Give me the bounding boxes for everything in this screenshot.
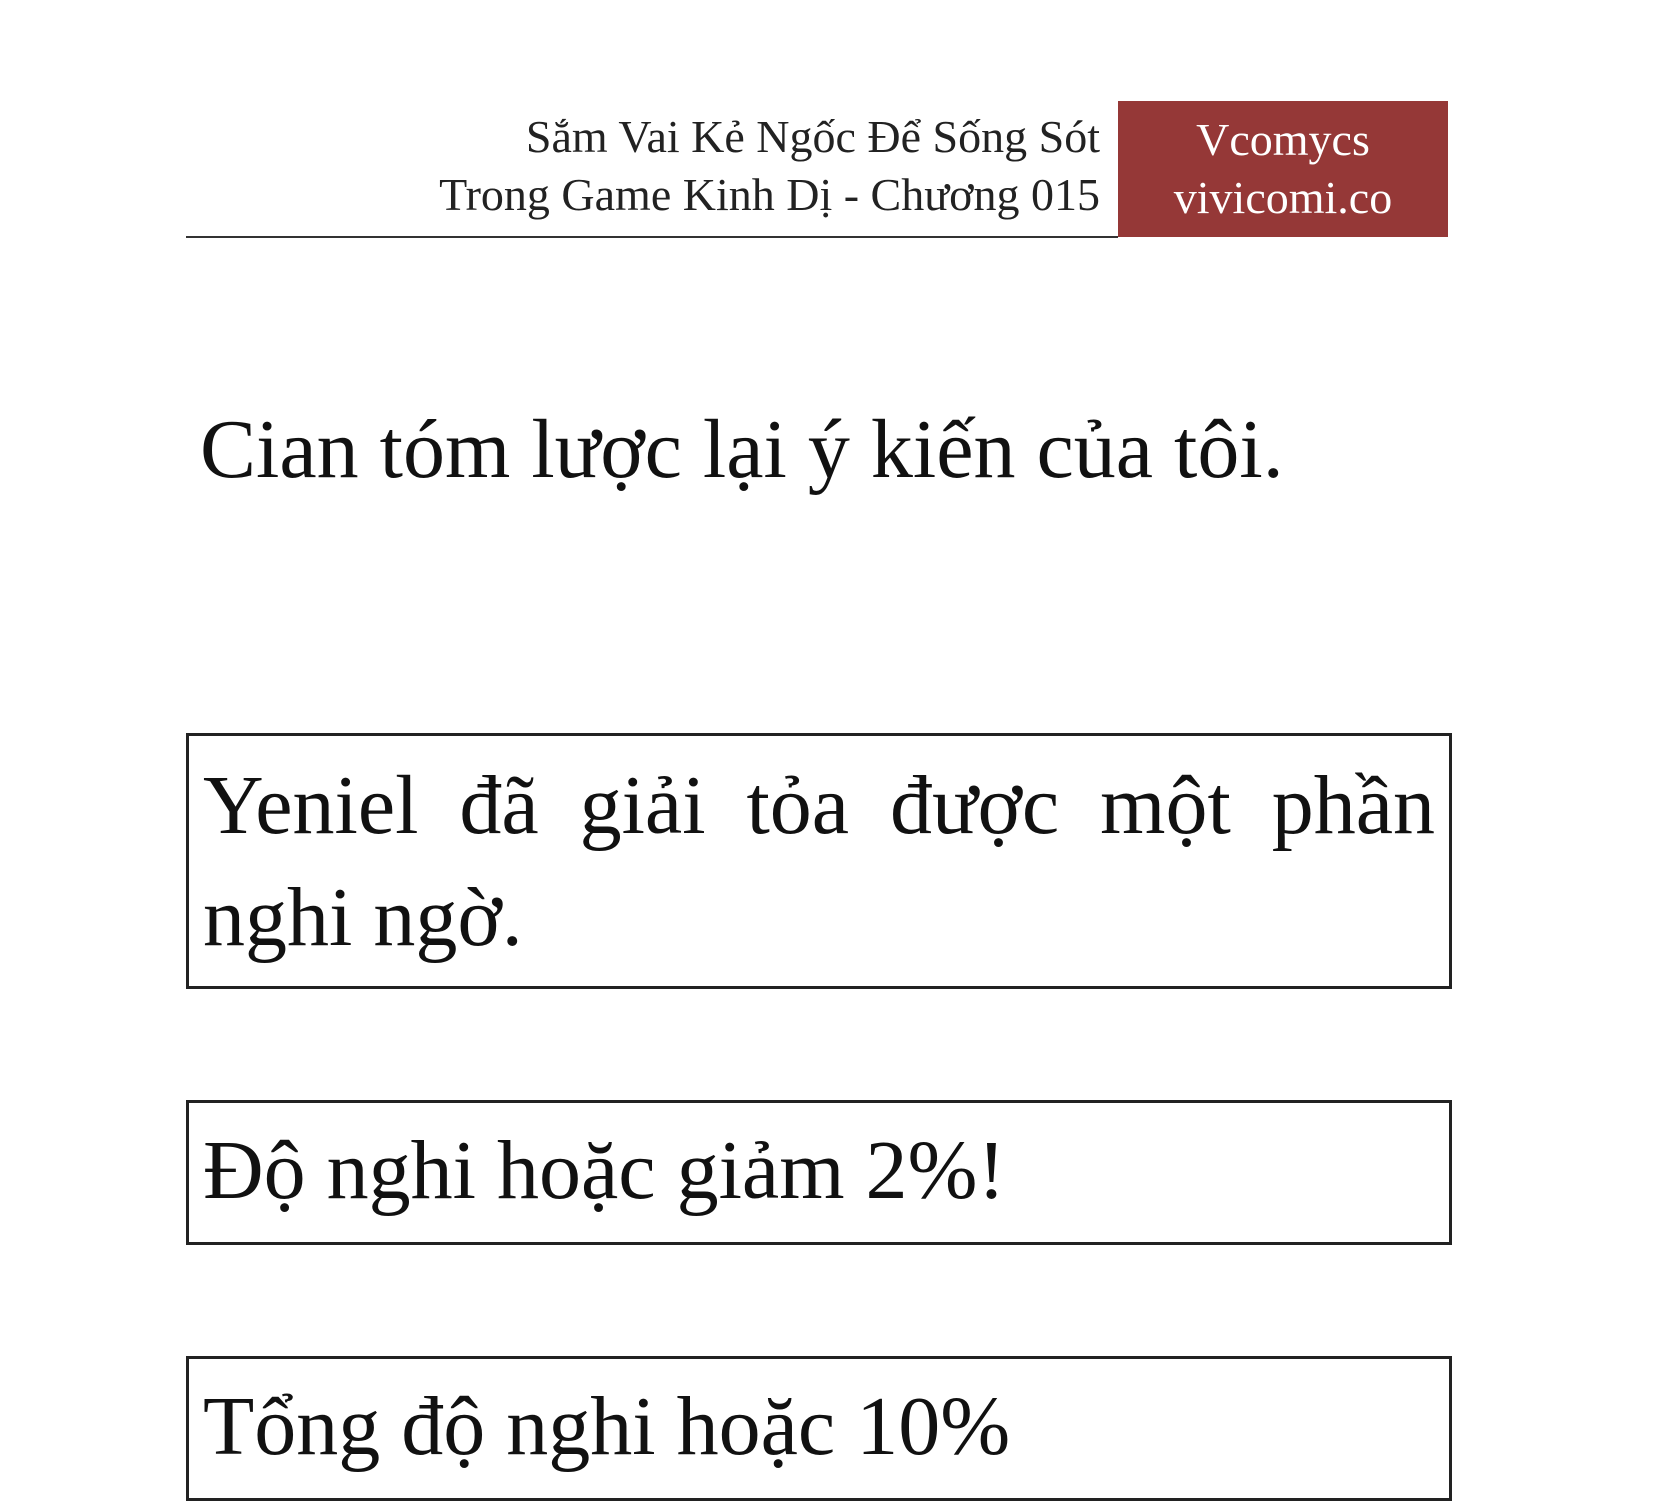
narration-text: Cian tóm lược lại ý kiến của tôi. xyxy=(200,403,1284,496)
chapter-title-line-1: Sắm Vai Kẻ Ngốc Để Sống Sót xyxy=(525,111,1100,162)
brand-name: Vcomycs xyxy=(1196,114,1370,165)
notice-text: Yeniel đã giải tỏa được một phần nghi ngờ. xyxy=(203,759,1435,964)
brand-badge xyxy=(1118,101,1448,237)
notice-box-suspicion-total xyxy=(186,1356,1452,1501)
chapter-title-line-2: Trong Game Kinh Dị - Chương 015 xyxy=(439,169,1100,220)
notice-box-suspicion-decrease xyxy=(186,1100,1452,1245)
brand-site: vivicomi.co xyxy=(1173,172,1393,223)
chapter-title xyxy=(320,108,1100,224)
notice-text: Tổng độ nghi hoặc 10% xyxy=(203,1380,1011,1473)
notice-box-suspicion-cleared xyxy=(186,733,1452,989)
header-divider xyxy=(186,236,1118,238)
notice-text: Độ nghi hoặc giảm 2%! xyxy=(203,1124,1006,1217)
